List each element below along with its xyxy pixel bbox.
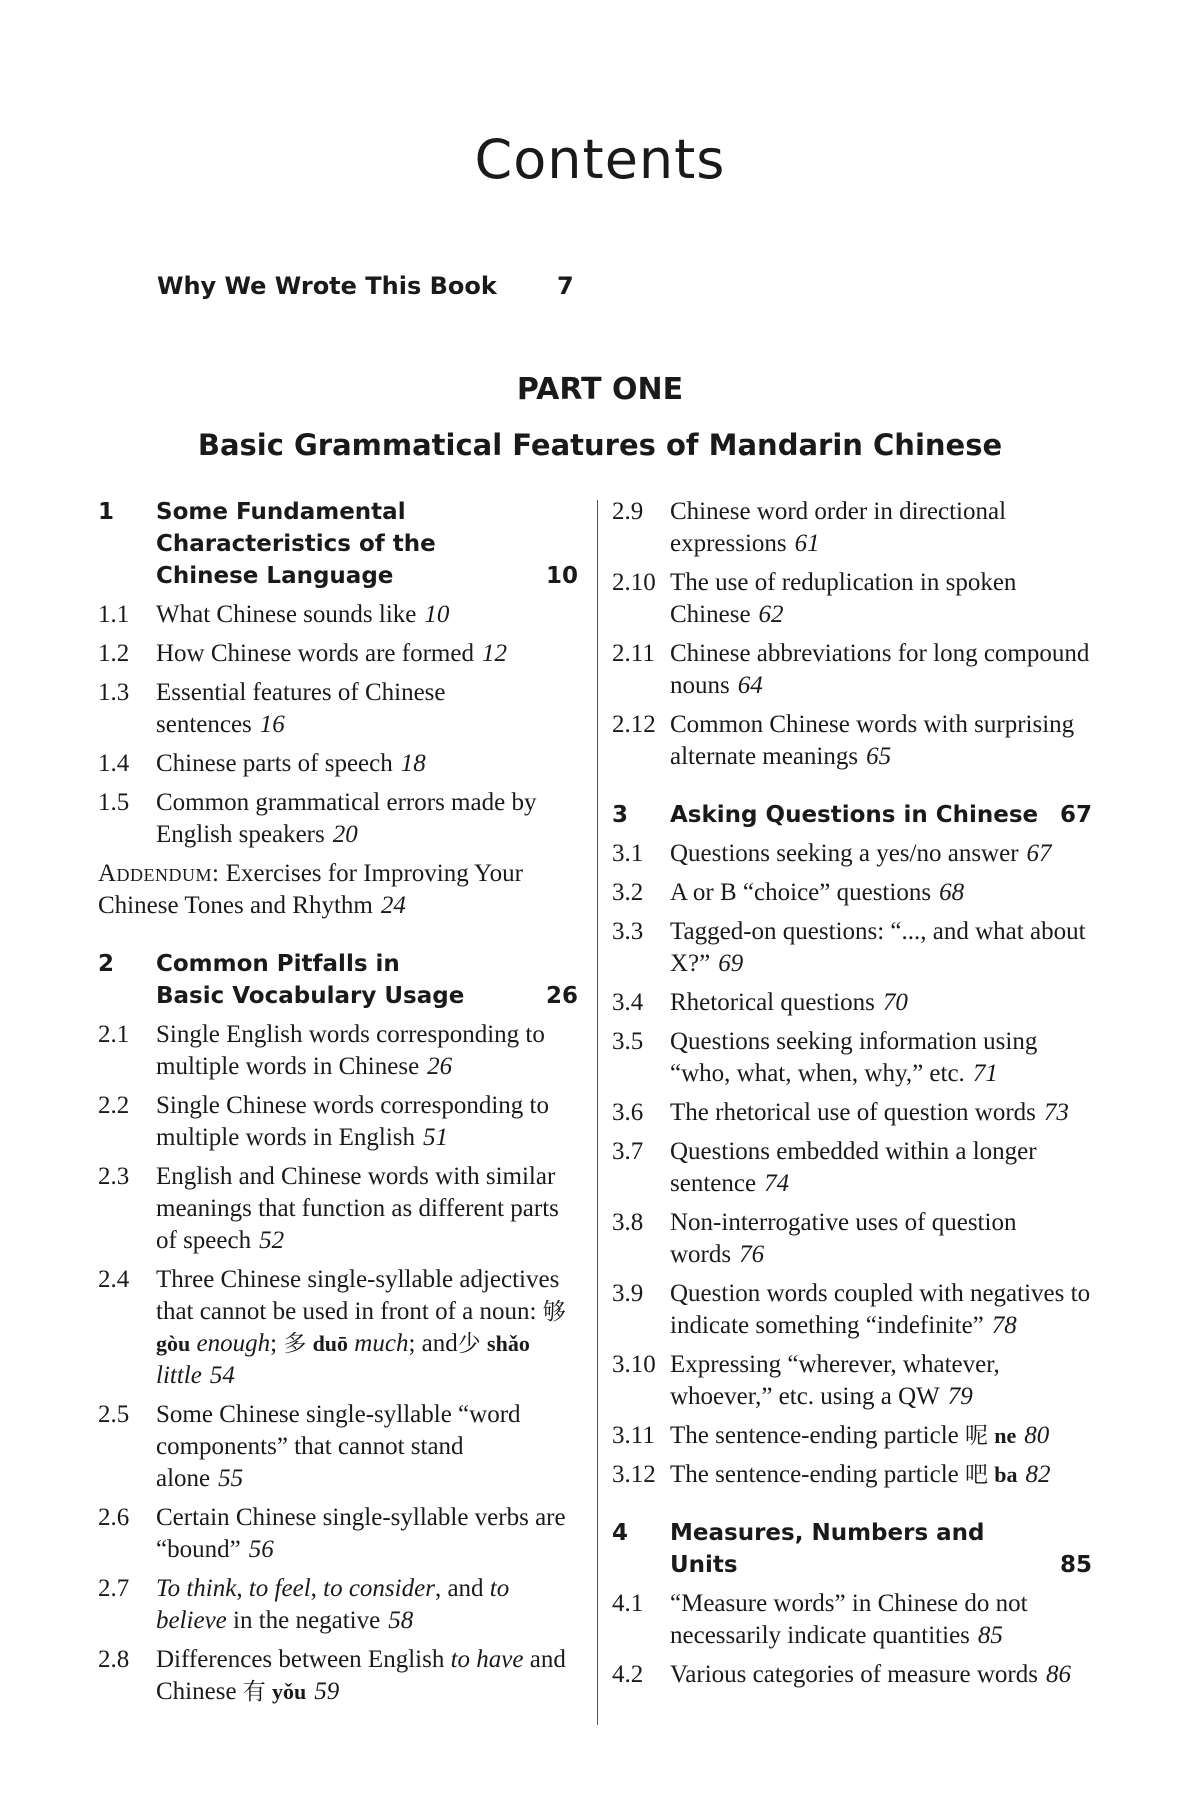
toc-entry-3-9[interactable] bbox=[612, 1278, 1092, 1342]
entry-number: 3.12 bbox=[612, 1461, 656, 1488]
chapter-number: 4 bbox=[612, 1520, 629, 1546]
entry-page: 61 bbox=[794, 530, 820, 557]
entry-title: Certain Chinese single-syllable verbs are “bound” bbox=[156, 1504, 566, 1563]
entry-page: 76 bbox=[739, 1241, 765, 1268]
entry-title: Chinese word order in directional expressions bbox=[670, 498, 1007, 557]
entry-number: 1.1 bbox=[98, 601, 130, 628]
entry-number: 2.8 bbox=[98, 1646, 130, 1673]
entry-title: Chinese abbreviations for long compound nouns bbox=[670, 640, 1090, 699]
toc-entry-3-5[interactable] bbox=[612, 1026, 1092, 1090]
gloss-little: little bbox=[156, 1362, 202, 1389]
entry-number: 3.4 bbox=[612, 989, 644, 1016]
chapter-heading-2[interactable] bbox=[98, 948, 578, 1012]
entry-page: 85 bbox=[977, 1622, 1003, 1649]
entry-title: Differences between English bbox=[156, 1646, 445, 1673]
gloss-enough: enough bbox=[196, 1330, 271, 1357]
toc-entry-2-12[interactable] bbox=[612, 709, 1092, 773]
entry-title: Some Chinese single-syllable “word components” that cannot stand alone bbox=[156, 1401, 521, 1492]
entry-page: 65 bbox=[866, 743, 892, 770]
chapter-page: 10 bbox=[545, 563, 578, 589]
entry-page: 79 bbox=[947, 1383, 973, 1410]
entry-number: 2.5 bbox=[98, 1401, 130, 1428]
entry-page: 71 bbox=[972, 1060, 998, 1087]
entry-number: 1.4 bbox=[98, 750, 130, 777]
entry-number: 3.3 bbox=[612, 918, 644, 945]
entry-title: Questions seeking a yes/no answer bbox=[670, 840, 1019, 867]
toc-entry-2-8[interactable] bbox=[98, 1644, 578, 1708]
addendum-page: 24 bbox=[380, 892, 406, 919]
entry-title: The sentence-ending particle bbox=[670, 1422, 959, 1449]
entry-number: 2.9 bbox=[612, 498, 644, 525]
entry-page: 70 bbox=[882, 989, 908, 1016]
pinyin-ne: ne bbox=[994, 1423, 1017, 1448]
chapter-heading-3[interactable] bbox=[612, 799, 1092, 831]
pinyin-ba: ba bbox=[994, 1462, 1018, 1487]
chapter-page: 67 bbox=[1059, 802, 1092, 828]
toc-entry-2-4[interactable]: 2.4 Three Chinese single-syllable adjectives that cannot be used in front of a noun: 够 gòu enough; 多 duō much; and少 shǎo little 54 bbox=[98, 1266, 566, 1389]
entry-title: Common Chinese words with surprising alternate meanings bbox=[670, 711, 1075, 770]
pinyin-shao: shǎo bbox=[487, 1331, 530, 1356]
phrase-to-think: To think bbox=[156, 1575, 237, 1602]
part-subtitle: Basic Grammatical Features of Mandarin Chinese bbox=[197, 428, 1003, 462]
entry-title: Essential features of Chinese sentences bbox=[156, 679, 446, 738]
chapter-number: 2 bbox=[98, 951, 115, 977]
entry-title-tail: in the negative bbox=[233, 1607, 381, 1634]
chapter-title: Common Pitfalls in Basic Vocabulary Usage bbox=[156, 951, 465, 1009]
toc-entry-3-1[interactable] bbox=[612, 838, 1092, 870]
entry-title: Expressing “wherever, whatever, whoever,” etc. using a QW bbox=[670, 1351, 1000, 1410]
pinyin-you: yǒu bbox=[272, 1679, 307, 1704]
entry-page: 18 bbox=[400, 750, 426, 777]
entry-number: 3.1 bbox=[612, 840, 644, 867]
entry-page: 62 bbox=[758, 601, 784, 628]
entry-title: Three Chinese single-syllable adjectives that cannot be used in front of a noun: bbox=[156, 1266, 560, 1325]
entry-number: 3.2 bbox=[612, 879, 644, 906]
entry-page: 82 bbox=[1025, 1461, 1051, 1488]
toc-entry-3-4[interactable] bbox=[612, 987, 1092, 1019]
entry-title: Non-interrogative uses of question words bbox=[670, 1209, 1017, 1268]
entry-title: Questions embedded within a longer sentence bbox=[670, 1138, 1037, 1197]
toc-entry-3-8[interactable] bbox=[612, 1207, 1092, 1271]
toc-entry-2-11[interactable] bbox=[612, 638, 1092, 702]
entry-title: How Chinese words are formed bbox=[156, 640, 474, 667]
entry-number: 2.11 bbox=[612, 640, 655, 667]
entry-number: 2.10 bbox=[612, 569, 656, 596]
entry-page: 86 bbox=[1045, 1661, 1071, 1688]
entry-page: 26 bbox=[427, 1053, 453, 1080]
entry-page: 73 bbox=[1043, 1099, 1069, 1126]
entry-title: What Chinese sounds like bbox=[156, 601, 417, 628]
entry-number: 3.11 bbox=[612, 1422, 655, 1449]
toc-entry-1-2[interactable] bbox=[98, 638, 578, 670]
entry-number: 4.2 bbox=[612, 1661, 644, 1688]
chapter-title: Some Fundamental Characteristics of the Chinese Language bbox=[156, 499, 436, 589]
entry-page: 67 bbox=[1026, 840, 1052, 867]
entry-page: 12 bbox=[481, 640, 507, 667]
toc-preface-entry[interactable] bbox=[157, 272, 577, 300]
toc-right-column bbox=[612, 496, 1092, 1691]
toc-entry-3-6[interactable] bbox=[612, 1097, 1092, 1129]
entry-page: 56 bbox=[248, 1536, 274, 1563]
pinyin-gou: gòu bbox=[156, 1331, 191, 1356]
addendum-title: Exercises for Improving Your Chinese Tones and Rhythm bbox=[98, 860, 523, 919]
entry-number: 2.1 bbox=[98, 1021, 130, 1048]
chapter-title: Asking Questions in Chinese bbox=[670, 802, 1039, 828]
entry-page: 54 bbox=[209, 1362, 235, 1389]
hanzi-you: 有 bbox=[242, 1679, 266, 1705]
entry-page: 55 bbox=[218, 1465, 244, 1492]
toc-entry-2-6[interactable] bbox=[98, 1502, 578, 1566]
toc-entry-3-11[interactable] bbox=[612, 1420, 1092, 1452]
entry-number: 1.2 bbox=[98, 640, 130, 667]
entry-number: 1.5 bbox=[98, 789, 130, 816]
page-title: Contents bbox=[474, 128, 726, 191]
entry-number: 4.1 bbox=[612, 1590, 644, 1617]
entry-title: Rhetorical questions bbox=[670, 989, 875, 1016]
toc-entry-2-3[interactable] bbox=[98, 1161, 578, 1257]
entry-number: 1.3 bbox=[98, 679, 130, 706]
chapter-heading-1[interactable] bbox=[98, 496, 578, 592]
entry-number: 2.7 bbox=[98, 1575, 130, 1602]
toc-left-column bbox=[98, 496, 578, 1708]
conjunction: and bbox=[421, 1330, 458, 1357]
toc-entry-2-1[interactable] bbox=[98, 1019, 578, 1083]
entry-title: Common grammatical errors made by English speakers bbox=[156, 789, 537, 848]
toc-entry-1-1[interactable] bbox=[98, 599, 578, 631]
entry-title: Tagged-on questions: “..., and what about X?” bbox=[670, 918, 1086, 977]
entry-title: The rhetorical use of question words bbox=[670, 1099, 1036, 1126]
entry-page: 74 bbox=[764, 1170, 790, 1197]
entry-number: 3.8 bbox=[612, 1209, 644, 1236]
entry-page: 16 bbox=[259, 711, 285, 738]
hanzi-gou: 够 bbox=[542, 1299, 566, 1325]
toc-entry-3-3[interactable] bbox=[612, 916, 1092, 980]
toc-entry-2-10[interactable] bbox=[612, 567, 1092, 631]
entry-title: Questions seeking information using “who, what, when, why,” etc. bbox=[670, 1028, 1038, 1087]
chapter-title: Measures, Numbers and Units bbox=[670, 1520, 985, 1578]
entry-title: The use of reduplication in spoken Chinese bbox=[670, 569, 1017, 628]
entry-number: 3.6 bbox=[612, 1099, 644, 1126]
phrase-to-believe: to believe bbox=[156, 1575, 510, 1634]
chapter-page: 26 bbox=[545, 983, 578, 1009]
entry-page: 68 bbox=[939, 879, 965, 906]
phrase-to-have: to have bbox=[450, 1646, 524, 1673]
hanzi-ba: 吧 bbox=[965, 1462, 988, 1488]
phrase-to-consider: to consider bbox=[323, 1575, 435, 1602]
entry-title: Various categories of measure words bbox=[670, 1661, 1038, 1688]
addendum-label: Addendum: bbox=[98, 860, 220, 887]
toc-entry-2-7[interactable]: 2.7 To think, to feel, to consider, and to believe in the negative 58 bbox=[98, 1575, 510, 1634]
toc-entry-1-5[interactable] bbox=[98, 787, 578, 851]
column-divider bbox=[597, 500, 598, 1725]
entry-page: 80 bbox=[1024, 1422, 1050, 1449]
toc-entry-3-10[interactable] bbox=[612, 1349, 1092, 1413]
hanzi-shao: 少 bbox=[457, 1331, 481, 1357]
pinyin-duo: duō bbox=[312, 1331, 349, 1356]
entry-number: 2.2 bbox=[98, 1092, 130, 1119]
toc-entry-3-12[interactable] bbox=[612, 1459, 1092, 1491]
toc-entry-2-2[interactable] bbox=[98, 1090, 578, 1154]
entry-title: English and Chinese words with similar meanings that function as different parts of speech bbox=[156, 1163, 559, 1254]
entry-number: 2.6 bbox=[98, 1504, 130, 1531]
entry-number: 3.9 bbox=[612, 1280, 644, 1307]
entry-page: 51 bbox=[423, 1124, 449, 1151]
entry-page: 69 bbox=[718, 950, 744, 977]
entry-number: 3.5 bbox=[612, 1028, 644, 1055]
toc-entry-3-2[interactable] bbox=[612, 877, 1092, 909]
entry-number: 3.7 bbox=[612, 1138, 644, 1165]
entry-number: 2.3 bbox=[98, 1163, 130, 1190]
entry-title: Single Chinese words corresponding to multiple words in English bbox=[156, 1092, 550, 1151]
entry-title-tail: and Chinese bbox=[156, 1646, 566, 1705]
entry-page: 64 bbox=[737, 672, 763, 699]
chapter-heading-4[interactable] bbox=[612, 1517, 1092, 1581]
toc-entry-3-7[interactable] bbox=[612, 1136, 1092, 1200]
entry-title: Chinese parts of speech bbox=[156, 750, 393, 777]
entry-title: A or B “choice” questions bbox=[670, 879, 932, 906]
preface-label: Why We Wrote This Book bbox=[157, 272, 497, 300]
toc-entry-1-4[interactable] bbox=[98, 748, 578, 780]
phrase-to-feel: to feel bbox=[248, 1575, 311, 1602]
toc-entry-2-5[interactable] bbox=[98, 1399, 578, 1495]
part-label: PART ONE bbox=[516, 372, 684, 407]
toc-entry-2-9[interactable] bbox=[612, 496, 1092, 560]
chapter-number: 3 bbox=[612, 802, 629, 828]
entry-page: 52 bbox=[259, 1227, 285, 1254]
toc-entry-4-1[interactable] bbox=[612, 1588, 1092, 1652]
entry-title: The sentence-ending particle bbox=[670, 1461, 959, 1488]
entry-title: Question words coupled with negatives to indicate something “indefinite” bbox=[670, 1280, 1091, 1339]
entry-title: Single English words corresponding to multiple words in Chinese bbox=[156, 1021, 545, 1080]
toc-entry-1-3[interactable] bbox=[98, 677, 578, 741]
hanzi-duo: 多 bbox=[283, 1331, 307, 1357]
toc-addendum[interactable] bbox=[98, 858, 578, 922]
entry-number: 2.4 bbox=[98, 1266, 130, 1293]
entry-number: 3.10 bbox=[612, 1351, 656, 1378]
conjunction: and bbox=[447, 1575, 484, 1602]
entry-number: 2.12 bbox=[612, 711, 656, 738]
entry-page: 58 bbox=[388, 1607, 414, 1634]
entry-page: 78 bbox=[991, 1312, 1017, 1339]
hanzi-ne: 呢 bbox=[965, 1423, 988, 1449]
entry-page: 10 bbox=[424, 601, 450, 628]
entry-page: 20 bbox=[332, 821, 358, 848]
preface-page: 7 bbox=[557, 272, 574, 300]
chapter-number: 1 bbox=[98, 499, 115, 525]
entry-page: 59 bbox=[314, 1678, 340, 1705]
chapter-page: 85 bbox=[1059, 1552, 1092, 1578]
gloss-much: much bbox=[354, 1330, 409, 1357]
entry-title: “Measure words” in Chinese do not necessarily indicate quantities bbox=[670, 1590, 1028, 1649]
toc-entry-4-2[interactable] bbox=[612, 1659, 1092, 1691]
